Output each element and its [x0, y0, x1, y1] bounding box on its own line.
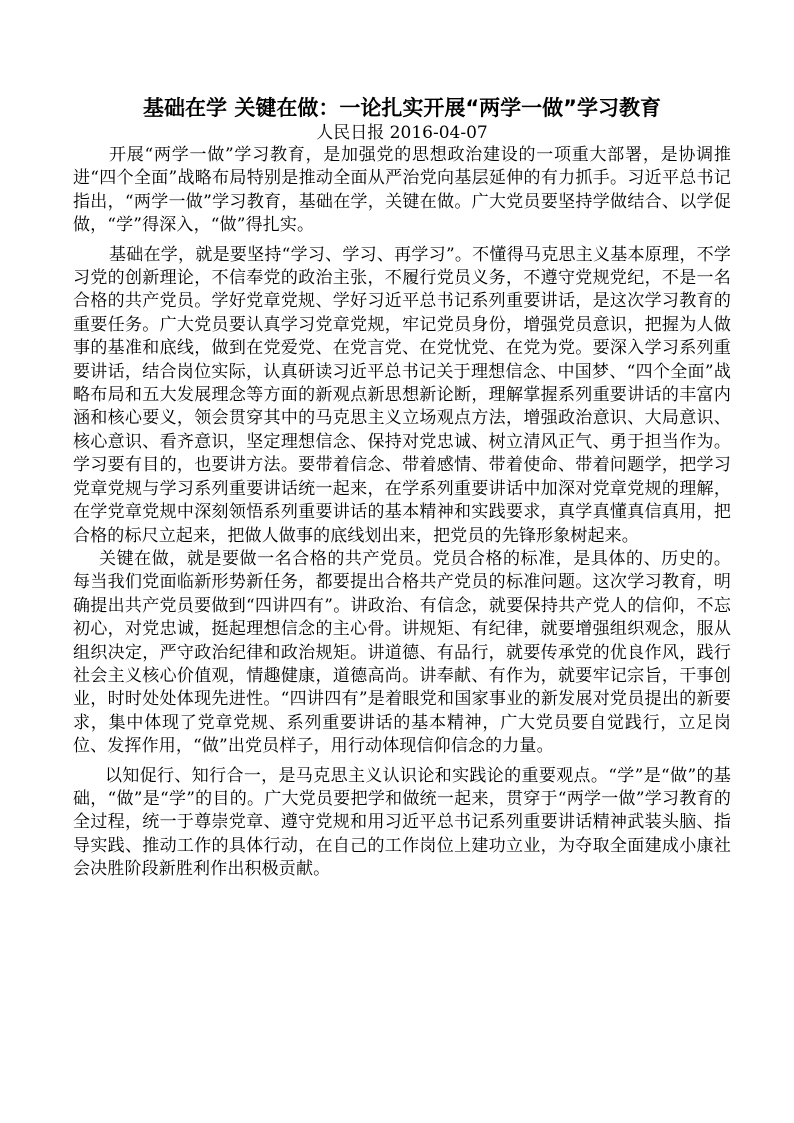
paragraph-conclusion: 以知促行、知行合一，是马克思主义认识论和实践论的重要观点。“学”是“做”的基础，“做”是“学”的目的。广大党员要把学和做统一起来，贯穿于“两学一做”学习教育的全过程，统一于尊崇党章、遵守党规和用习近平总书记系列重要讲话精神武装头脑、指导实践、推动工作的具体行动，在自己的工作岗位上建功立业，为夺取全面建成小康社会决胜阶段新胜利作出积极贡献。 — [73, 765, 731, 880]
article-title: 基础在学 关键在做：一论扎实开展“两学一做”学习教育 — [143, 96, 661, 120]
paragraph-intro: 开展“两学一做”学习教育，是加强党的思想政治建设的一项重大部署，是协调推进“四个全面”战略布局特别是推动全面从严治党向基层延伸的有力抓手。习近平总书记指出，“两学一做”学习教育，基础在学，关键在做。广大党员要坚持学做结合、以学促做，“学”得深入，“做”得扎实。 — [73, 145, 731, 236]
article-byline: 人民日报 2016-04-07 — [316, 123, 488, 143]
paragraph-study: 基础在学，就是要坚持“学习、学习、再学习”。不懂得马克思主义基本原理，不学习党的创新理论，不信奉党的政治主张，不履行党员义务，不遵守党规党纪，不是一名合格的共产党员。学好党章党规、学好习近平总书记系列重要讲话，是这次学习教育的重要任务。广大党员要认真学习党章党规，牢记党员身份，增强党员意识，把握为人做事的基准和底线，做到在党爱党、在党言党、在党忧党、在党为党。要深入学习系列重要讲话，结合岗位实际，认真研读习近平总书记关于理想信念、中国梦、“四个全面”战略布局和五大发展理念等方面的新观点新思想新论断，理解掌握系列重要讲话的丰富内涵和核心要义，领会贯穿其中的马克思主义立场观点方法，增强政治意识、大局意识、核心意识、看齐意识，坚定理想信念、保持对党忠诚、树立清风正气、勇于担当作为。学习要有目的，也要讲方法。要带着信念、带着感情、带着使命、带着问题学，把学习党章党规与学习系列重要讲话统一起来，在学系列重要讲话中加深对党章党规的理解，在学党章党规中深刻领悟系列重要讲话的基本精神和实践要求，真学真懂真信真用，把合格的标尺立起来，把做人做事的底线划出来，把党员的先锋形象树起来。 — [73, 244, 731, 546]
paragraph-action: 关键在做，就是要做一名合格的共产党员。党员合格的标准，是具体的、历史的。每当我们党面临新形势新任务，都要提出合格共产党员的标准问题。这次学习教育，明确提出共产党员要做到“四讲四有”。讲政治、有信念，就要保持共产党人的信仰，不忘初心，对党忠诚，挺起理想信念的主心骨。讲规矩、有纪律，就要增强组织观念，服从组织决定，严守政治纪律和政治规矩。讲道德、有品行，就要传承党的优良作风，践行社会主义核心价值观，情趣健康，道德高尚。讲奉献、有作为，就要牢记宗旨，干事创业，时时处处体现先进性。“四讲四有”是着眼党和国家事业的新发展对党员提出的新要求，集中体现了党章党规、系列重要讲话的基本精神，广大党员要自觉践行，立足岗位、发挥作用，“做”出党员样子，用行动体现信仰信念的力量。 — [73, 548, 731, 757]
document-page — [73, 94, 731, 882]
